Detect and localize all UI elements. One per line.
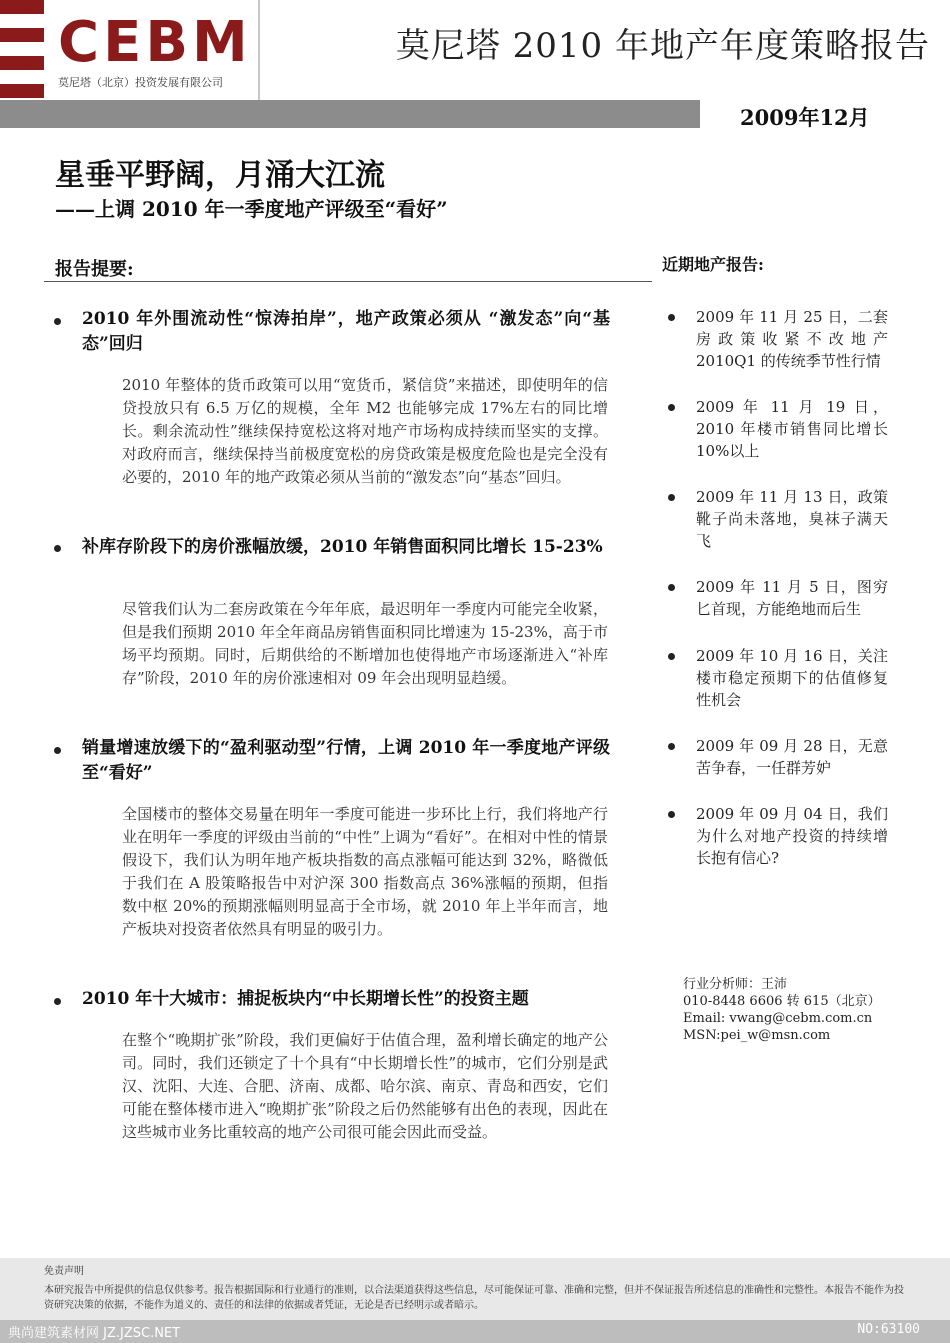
related-reports-label: 近期地产报告: — [662, 255, 764, 274]
bullet-icon — [54, 747, 61, 754]
point-body-4: 在整个“晚期扩张”阶段，我们更偏好于估值合理，盈利增长确定的地产公司。同时，我们还锁定了十个具有“中长期增长性”的城市，它们分别是武汉、沈阳、大连、合肥、济南、成都、哈尔滨、南京、青岛和西安，它们可能在整体楼市进入“晚期扩张”阶段之后仍然能够有出色的表现，因此在这些城市业务比重较高的地产公司很可能会因此而受益。 — [122, 1031, 608, 1141]
page-header — [0, 0, 950, 100]
related-report-item[interactable]: 2009 年 09 月 28 日，无意苦争春，一任群芳妒 — [696, 737, 888, 777]
bullet-icon — [668, 811, 675, 818]
disclaimer-text: 本研究报告中所提供的信息仅供参考。报告根据国际和行业通行的准则，以合法渠道获得这些信息，尽可能保证可靠、准确和完整，但并不保证报告所述信息的准确性和完整性。本报告不能作为投资研究决策的依据，不能作为道义的、责任的和法律的依据或者凭证，无论是否已经明示或者暗示。 — [44, 1285, 904, 1311]
analyst-email[interactable]: Email: vwang@cebm.com.cn — [683, 1011, 873, 1026]
point-body-2: 尽管我们认为二套房政策在今年年底，最迟明年一季度内可能完全收紧，但是我们预期 2010 年全年商品房销售面积同比增速为 15-23%，高于市场平均预期。同时，后期供给的不断增加也使得地产市场逐渐进入“补库存”阶段，2010 年的房价涨速相对 09 年会出现明显趋缓。 — [122, 600, 608, 687]
report-date: 2009年12月 — [740, 105, 870, 130]
summary-label: 报告提要: — [55, 259, 134, 280]
point-title-2: 补库存阶段下的房价涨幅放缓，2010 年销售面积同比增长 15-23% — [82, 537, 603, 557]
related-report-item[interactable]: 2009 年 11 月 13 日，政策靴子尚未落地，臭袜子满天飞 — [696, 488, 888, 550]
bullet-icon — [668, 494, 675, 501]
bullet-icon — [668, 743, 675, 750]
headline-title: 星垂平野阔，月涌大江流 — [55, 158, 385, 193]
analyst-phone: 010-8448 6606 转 615（北京） — [683, 994, 881, 1009]
watermark-site: 典尚建筑素材网 JZ.JZSC.NET — [8, 1326, 181, 1341]
point-title-3: 销量增速放缓下的“盈利驱动型”行情，上调 2010 年一季度地产评级至“看好” — [82, 738, 610, 783]
related-report-item[interactable]: 2009 年 09 月 04 日，我们为什么对地产投资的持续增长抱有信心? — [696, 805, 888, 867]
point-title-4: 2010 年十大城市：捕捉板块内“中长期增长性”的投资主题 — [82, 989, 529, 1009]
related-report-item[interactable]: 2009 年 10 月 16 日，关注楼市稳定预期下的估值修复性机会 — [696, 647, 888, 709]
cebm-logo: CEBM — [58, 10, 252, 75]
bullet-icon — [54, 998, 61, 1005]
company-name: 莫尼塔（北京）投资发展有限公司 — [58, 76, 223, 89]
summary-rule — [44, 281, 652, 282]
point-body-1: 2010 年整体的货币政策可以用“宽货币，紧信贷”来描述，即使明年的信贷投放只有 6.5 万亿的规模，全年 M2 也能够完成 17%左右的同比增长。剩余流动性”继续保持宽松这将对地产市场构成持续而坚实的支撑。对政府而言，继续保持当前极度宽松的房贷政策是极度危险也是完全没有必要的，2010 年的地产政策必须从当前的“激发态”向“基态”回归。 — [122, 376, 608, 486]
report-title: 莫尼塔 2010 年地产年度策略报告 — [395, 26, 930, 66]
related-report-item[interactable]: 2009 年 11 月 5 日，图穷匕首现，方能绝地而后生 — [696, 578, 888, 618]
headline-subtitle: ——上调 2010 年一季度地产评级至“看好” — [55, 197, 448, 221]
point-title-1: 2010 年外围流动性“惊涛拍岸”，地产政策必须从 “激发态”向“基态”回归 — [82, 309, 610, 354]
bullet-icon — [668, 653, 675, 660]
bullet-icon — [54, 318, 61, 325]
point-body-3: 全国楼市的整体交易量在明年一季度可能进一步环比上行，我们将地产行业在明年一季度的评级由当前的“中性”上调为“看好”。在相对中性的情景假设下，我们认为明年地产板块指数的高点涨幅可能达到 32%，略微低于我们在 A 股策略报告中对沪深 300 指数高点 36%涨幅的预期，但指数中枢 20%的预期涨幅则明显高于全市场，就 2010 年上半年而言，地产板块对投资者依然具有明显的吸引力。 — [122, 805, 608, 938]
analyst-info — [683, 976, 881, 1044]
bullet-icon — [668, 404, 675, 411]
bullet-icon — [668, 584, 675, 591]
analyst-msn[interactable]: MSN:pei_w@msn.com — [683, 1028, 831, 1043]
analyst-name: 行业分析师：王沛 — [683, 977, 788, 992]
related-report-item[interactable]: 2009 年 11 月 25 日，二套房政策收紧不改地产 2010Q1 的传统季节性行情 — [696, 308, 888, 370]
logo-stripes — [0, 0, 44, 100]
watermark-number: NO:63100 — [857, 1322, 920, 1337]
bullet-icon — [668, 314, 675, 321]
disclaimer-label: 免责声明 — [44, 1266, 84, 1277]
related-report-item[interactable]: 2009 年 11 月 19 日，2010 年楼市销售同比增长 10%以上 — [696, 398, 888, 460]
bullet-icon — [54, 545, 61, 552]
header-divider — [258, 0, 260, 100]
